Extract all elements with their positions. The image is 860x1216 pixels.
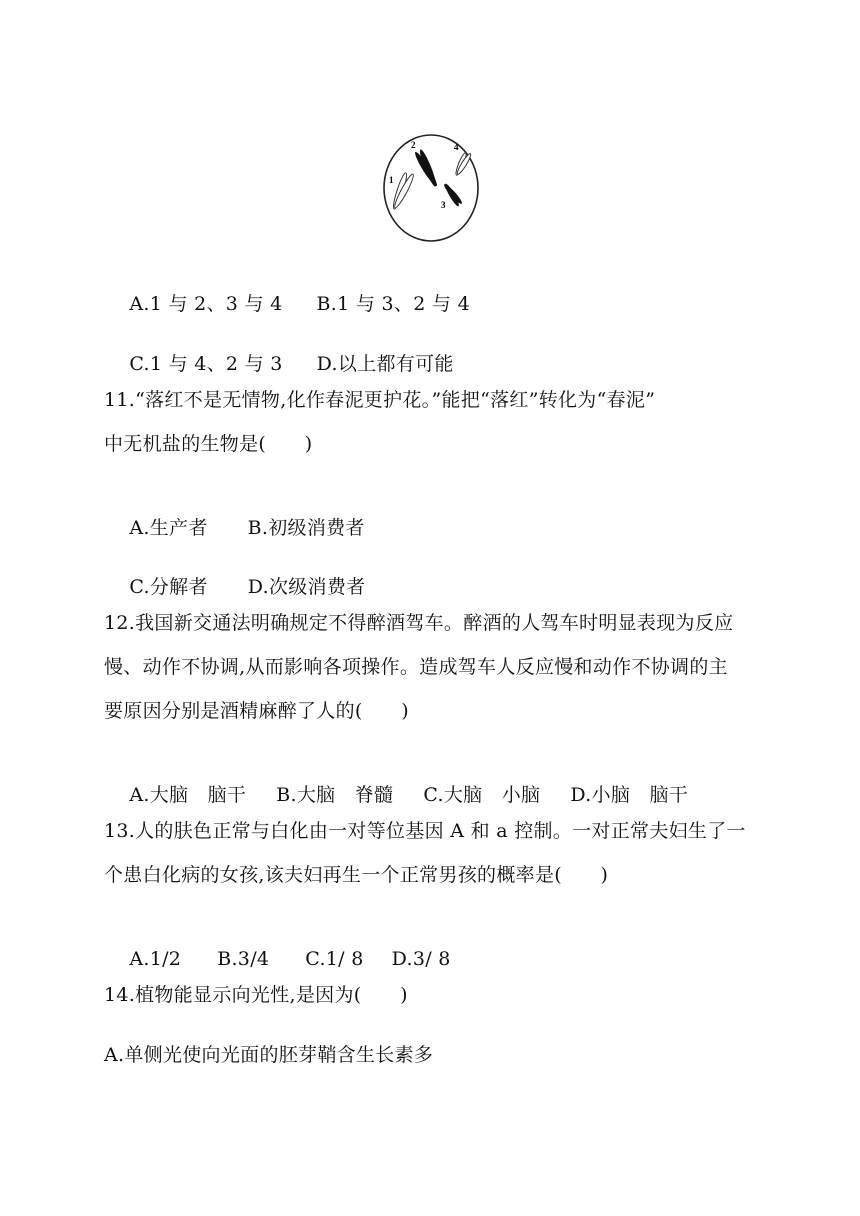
q11-stem-line-2: 中无机盐的生物是( ): [104, 433, 313, 455]
q13-option-b[interactable]: B.3/4: [217, 948, 270, 970]
q12-stem-line-1: 12.我国新交通法明确规定不得醉酒驾车。醉酒的人驾车时明显表现为反应: [104, 612, 734, 634]
chromosome-2-icon: [413, 148, 440, 187]
q11-option-a[interactable]: A.生产者: [129, 517, 208, 539]
chromosome-3-icon: [442, 182, 463, 207]
q13-option-c[interactable]: C.1/ 8: [305, 948, 364, 970]
q12-stem-line-2: 慢、动作不协调,从而影响各项操作。造成驾车人反应慢和动作不协调的主: [104, 656, 728, 678]
q14-option-a[interactable]: A.单侧光使向光面的胚芽鞘含生长素多: [104, 1044, 434, 1066]
q13-stem-line-2: 个患白化病的女孩,该夫妇再生一个正常男孩的概率是( ): [104, 864, 609, 886]
q12-stem-line-3: 要原因分别是酒精麻醉了人的( ): [104, 700, 409, 722]
q13-option-d[interactable]: D.3/ 8: [391, 948, 451, 970]
q10-option-a[interactable]: A.1 与 2、3 与 4: [129, 293, 283, 315]
chromosome-label-2: 2: [411, 140, 416, 150]
q11-option-b[interactable]: B.初级消费者: [247, 517, 365, 539]
chromosome-4-icon: [454, 152, 472, 176]
chromosome-label-4: 4: [454, 142, 459, 152]
chromosome-label-3: 3: [441, 200, 446, 210]
q11-stem-line-1: 11.“落红不是无情物,化作春泥更护花。”能把“落红”转化为“春泥”: [104, 389, 656, 411]
cell-chromosome-figure: [382, 133, 480, 243]
q10-option-d[interactable]: D.以上都有可能: [316, 353, 454, 375]
q12-option-c[interactable]: C.大脑 小脑: [423, 784, 541, 806]
q13-option-a[interactable]: A.1/2: [129, 948, 182, 970]
q12-option-b[interactable]: B.大脑 脊髓: [276, 784, 394, 806]
q14-stem-line-1: 14.植物能显示向光性,是因为( ): [104, 984, 408, 1006]
chromosome-label-1: 1: [389, 175, 394, 185]
q10-option-b[interactable]: B.1 与 3、2 与 4: [316, 293, 470, 315]
q13-stem-line-1: 13.人的肤色正常与白化由一对等位基因 A 和 a 控制。一对正常夫妇生了一: [104, 820, 746, 842]
q10-option-c[interactable]: C.1 与 4、2 与 3: [129, 353, 283, 375]
q11-option-c[interactable]: C.分解者: [129, 576, 208, 598]
q12-option-a[interactable]: A.大脑 脑干: [129, 784, 247, 806]
q11-option-d[interactable]: D.次级消费者: [247, 576, 366, 598]
chromosome-1-icon: [391, 172, 415, 210]
q12-option-d[interactable]: D.小脑 脑干: [570, 784, 689, 806]
